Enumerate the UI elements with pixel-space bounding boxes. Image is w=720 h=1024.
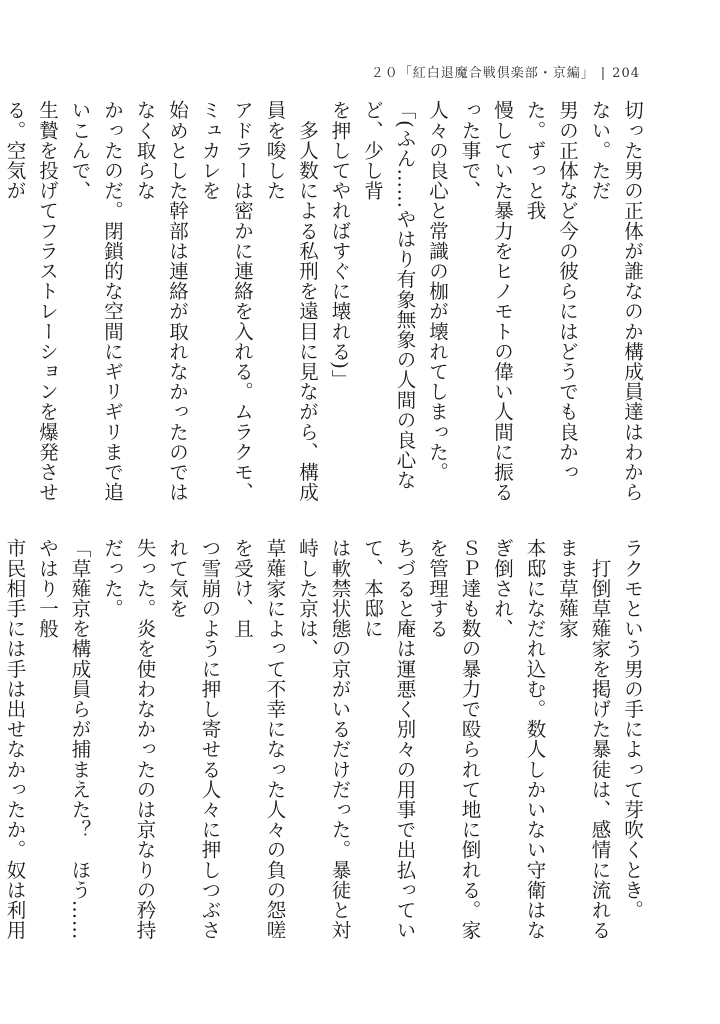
chapter-title: ２０「紅白退魔合戦倶楽部・京編」 (370, 66, 595, 81)
page-number: 204 (612, 66, 640, 81)
text-line: 切った男の正体が誰なのか構成員達はわからない。ただ (588, 100, 644, 502)
text-line: 生贄を投げてフラストレーションを爆発させる。空気が (3, 100, 59, 502)
text-line: は軟禁状態の京がいるだけだった。暴徒と対峙した京は、 (296, 538, 352, 940)
text-line: 男の正体など今の彼らにはどうでも良かった。ずっと我 (523, 100, 579, 482)
text-line: 慢していた暴力をヒノモトの偉い人間に振るった事で、 (458, 100, 514, 502)
text-line: 「草薙京を構成員らが捕まえた？ ほう……やはり一般 (36, 538, 92, 940)
text-block-upper (3, 100, 648, 508)
text-line: 草薙家によって不幸になった人々の負の怨嗟を受け、且 (231, 538, 287, 940)
text-line: 本邸になだれ込む。数人しかいない守衛はなぎ倒され、 (491, 538, 547, 940)
header-separator: | (600, 66, 607, 81)
text-line: 人々の良心と常識の枷が壊れてしまった。 (426, 100, 449, 482)
text-line: 始めとした幹部は連絡が取れなかったのではなく取らな (133, 100, 189, 502)
text-line: 多人数による私刑を遠目に見ながら、構成員を唆した (263, 100, 319, 502)
text-block-lower (3, 538, 648, 946)
text-line: つ雪崩のように押し寄せる人々に押しつぶされて気を (166, 538, 222, 940)
text-line: 市民相手には手は出せなかったか。奴は利用 (3, 538, 27, 940)
text-line: を押してやればすぐに壊れる)」 (328, 100, 352, 390)
text-line: ラクモという男の手によって芽吹くとき。 (621, 538, 644, 920)
text-line: 打倒草薙家を掲げた暴徒は、感情に流れるまま草薙家 (556, 538, 612, 940)
running-header (371, 62, 640, 81)
text-line: 「(ふん……やはり有象無象の人間の良心など、少し背 (361, 100, 417, 491)
text-line: かったのだ。閉鎖的な空間にギリギリまで追いこんで、 (68, 100, 124, 502)
text-line: アドラーは密かに連絡を入れる。ムラクモ、ミュカレを (198, 100, 254, 502)
text-line: 失った。炎を使わなかったのは京なりの矜持だった。 (101, 538, 157, 940)
text-line: ＳＰ達も数の暴力で殴られて地に倒れる。家を管理する (426, 538, 482, 940)
text-line: ちづると庵は運悪く別々の用事で出払っていて、本邸に (361, 538, 417, 940)
